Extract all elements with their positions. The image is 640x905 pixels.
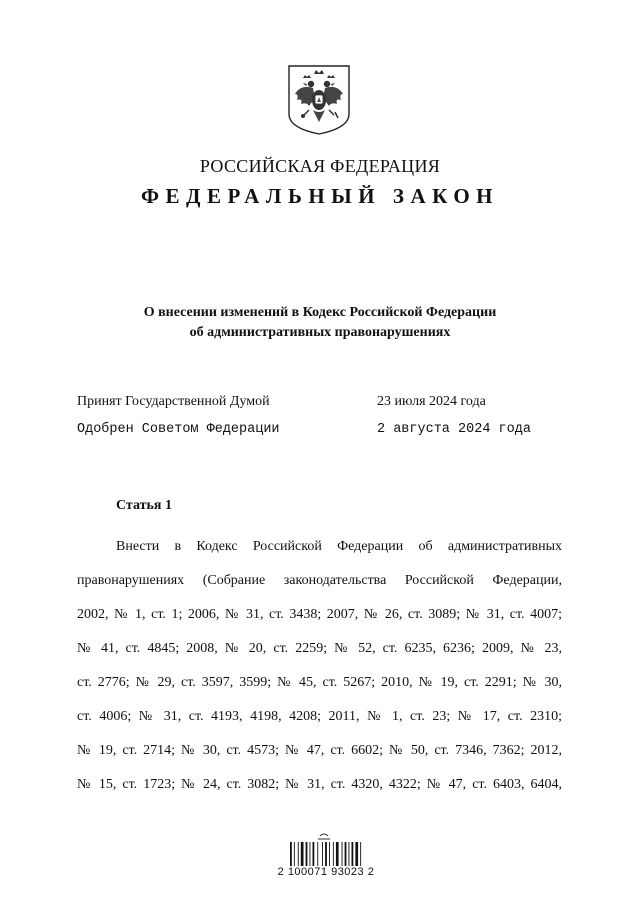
subject-line-1: О внесении изменений в Кодекс Российской Федерации — [143, 305, 497, 320]
body-line: правонарушениях (Собрание законодательства Российской Федерации, — [77, 573, 562, 588]
adoption-label: Одобрен Советом Федерации — [77, 422, 280, 437]
adoption-label: Принят Государственной Думой — [77, 394, 270, 409]
body-line: 2002, № 1, ст. 1; 2006, № 31, ст. 3438; 2007, № 26, ст. 3089; № 31, ст. 4007; — [77, 607, 562, 622]
body-line: Внести в Кодекс Российской Федерации об административных — [116, 539, 562, 554]
law-subject-title — [80, 303, 560, 343]
country-heading: РОССИЙСКАЯ ФЕДЕРАЦИЯ — [199, 156, 441, 176]
body-line: № 19, ст. 2714; № 30, ст. 4573; № 47, ст. 6602; № 50, ст. 7346, 7362; 2012, — [77, 743, 562, 758]
barcode-number: 2 100071 93023 2 — [277, 866, 375, 878]
body-line: ст. 2776; № 29, ст. 3597, 3599; № 45, ст. 5267; 2010, № 19, ст. 2291; № 30, — [77, 675, 562, 690]
article-heading: Статья 1 — [116, 498, 172, 513]
coat-of-arms-icon — [287, 64, 351, 136]
document-type-heading: ФЕДЕРАЛЬНЫЙ ЗАКОН — [141, 184, 499, 208]
adoption-date: 2 августа 2024 года — [377, 422, 531, 437]
adoption-date: 23 июля 2024 года — [377, 394, 486, 409]
body-line: № 15, ст. 1723; № 24, ст. 3082; № 31, ст. 4320, 4322; № 47, ст. 6403, 6404, — [77, 777, 562, 792]
subject-line-2: об административных правонарушениях — [189, 325, 451, 340]
body-line: ст. 4006; № 31, ст. 4193, 4198, 4208; 2011, № 1, ст. 23; № 17, ст. 2310; — [77, 709, 562, 724]
article-body — [77, 530, 562, 802]
body-line: № 41, ст. 4845; 2008, № 20, ст. 2259; № 52, ст. 6235, 6236; 2009, № 23, — [77, 641, 562, 656]
